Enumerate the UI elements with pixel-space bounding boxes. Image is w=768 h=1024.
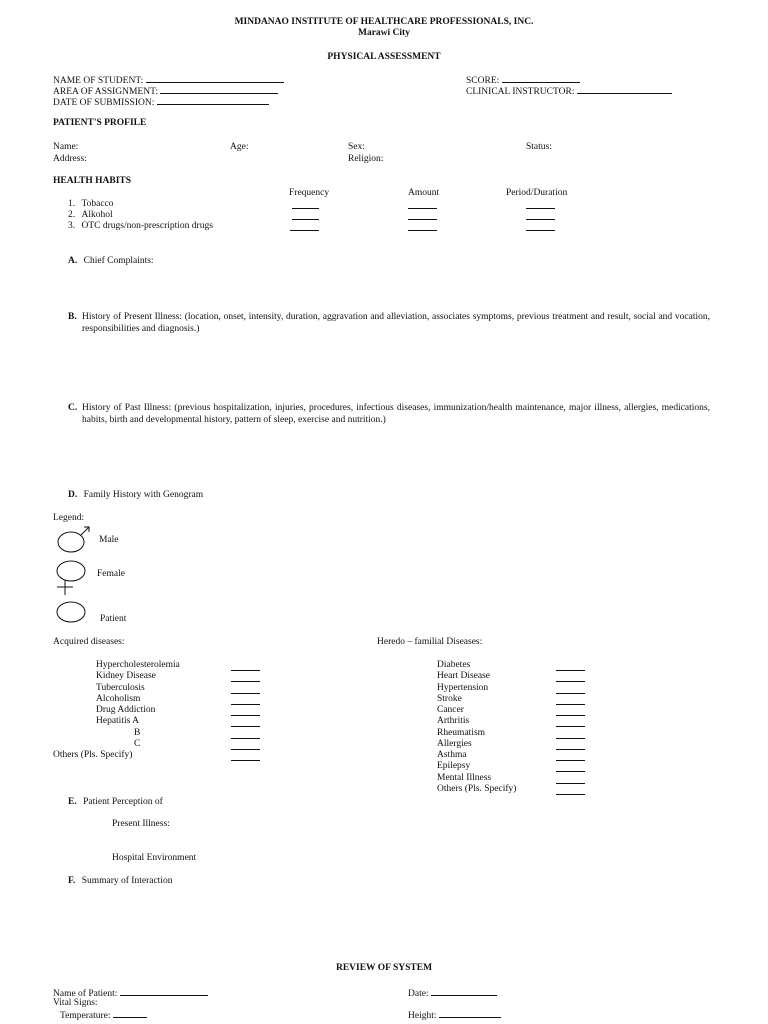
student-name-field[interactable] bbox=[146, 74, 284, 83]
review-date-field[interactable] bbox=[431, 987, 497, 996]
acquired-blank[interactable] bbox=[231, 738, 260, 739]
student-name-label: NAME OF STUDENT: bbox=[53, 76, 144, 86]
temperature-row bbox=[60, 1009, 147, 1021]
area-field[interactable] bbox=[160, 85, 278, 94]
heredo-item: Heart Disease bbox=[437, 671, 491, 681]
heredo-blank[interactable] bbox=[556, 715, 585, 716]
alkohol-frequency-blank[interactable] bbox=[292, 219, 319, 220]
legend-patient-label: Patient bbox=[100, 614, 127, 624]
past-illness-text: History of Past Illness: (previous hospitalization, injuries, procedures, infectious diseases, immunization/health maintenance, major illness, allergies, medications, habits, birth and developmental history, pattern of sleep, exercise and nutrition.) bbox=[82, 403, 710, 425]
acquired-item: C bbox=[134, 739, 141, 749]
patient-symbol-icon bbox=[55, 600, 91, 626]
heredo-item: Diabetes bbox=[437, 660, 471, 670]
hospital-environment-label: Hospital Environment bbox=[112, 853, 197, 863]
heredo-blank[interactable] bbox=[556, 749, 585, 750]
heredo-blank[interactable] bbox=[556, 794, 585, 795]
summary-interaction-label: Summary of Interaction bbox=[81, 876, 173, 886]
heredo-blank[interactable] bbox=[556, 783, 585, 784]
heredo-blank[interactable] bbox=[556, 760, 585, 761]
habit-item bbox=[68, 221, 213, 231]
area-label: AREA OF ASSIGNMENT: bbox=[53, 87, 159, 97]
heredo-blank[interactable] bbox=[556, 704, 585, 705]
habit-num: 2. bbox=[68, 210, 76, 220]
acquired-blank[interactable] bbox=[231, 704, 260, 705]
heredo-item: Epilepsy bbox=[437, 761, 471, 771]
heredo-item: Rheumatism bbox=[437, 728, 486, 738]
acquired-blank[interactable] bbox=[231, 726, 260, 727]
tobacco-duration-blank[interactable] bbox=[526, 208, 555, 209]
present-illness-text: History of Present Illness: (location, onset, intensity, duration, aggravation and alleviation, associates symptoms, previous treatment and result, social and vocation, responsibilities and diagnosis.) bbox=[82, 312, 710, 334]
present-illness-perception-label: Present Illness: bbox=[112, 819, 170, 829]
date-submission-label: DATE OF SUBMISSION: bbox=[53, 98, 155, 108]
otc-frequency-blank[interactable] bbox=[290, 230, 319, 231]
otc-amount-blank[interactable] bbox=[408, 230, 437, 231]
patient-address-label: Address: bbox=[53, 154, 87, 164]
acquired-item: Alcoholism bbox=[96, 694, 141, 704]
patient-perception-label: Patient Perception of bbox=[83, 797, 163, 807]
acquired-blank[interactable] bbox=[231, 760, 260, 761]
instructor-label: CLINICAL INSTRUCTOR: bbox=[466, 87, 575, 97]
institution-name: MINDANAO INSTITUTE OF HEALTHCARE PROFESSIONALS, INC. bbox=[234, 17, 534, 27]
legend-label: Legend: bbox=[53, 513, 85, 523]
review-name-label: Name of Patient: bbox=[53, 989, 118, 999]
col-duration: Period/Duration bbox=[506, 188, 568, 198]
col-amount: Amount bbox=[408, 188, 440, 198]
alkohol-duration-blank[interactable] bbox=[526, 219, 555, 220]
family-history-label: Family History with Genogram bbox=[83, 490, 204, 500]
heredo-blank[interactable] bbox=[556, 738, 585, 739]
acquired-blank[interactable] bbox=[231, 693, 260, 694]
instructor-row bbox=[466, 85, 672, 97]
section-f-letter: F. bbox=[68, 876, 76, 886]
section-e bbox=[68, 797, 163, 807]
section-e-letter: E. bbox=[68, 797, 77, 807]
date-row bbox=[53, 96, 269, 108]
female-symbol-icon bbox=[55, 560, 95, 596]
section-a bbox=[68, 256, 154, 266]
institution-city: Marawi City bbox=[358, 28, 410, 38]
heredo-blank[interactable] bbox=[556, 670, 585, 671]
patient-name-label: Name: bbox=[53, 142, 79, 152]
habit-item bbox=[68, 199, 114, 209]
legend-male-label: Male bbox=[99, 535, 119, 545]
vital-signs-label: Vital Signs: bbox=[53, 998, 98, 1008]
patient-religion-label: Religion: bbox=[348, 154, 384, 164]
score-label: SCORE: bbox=[466, 76, 500, 86]
patient-status-label: Status: bbox=[526, 142, 552, 152]
chief-complaints-label: Chief Complaints: bbox=[83, 256, 154, 266]
acquired-blank[interactable] bbox=[231, 749, 260, 750]
acquired-blank[interactable] bbox=[231, 670, 260, 671]
heredo-blank[interactable] bbox=[556, 726, 585, 727]
patient-age-label: Age: bbox=[230, 142, 249, 152]
temperature-field[interactable] bbox=[113, 1009, 147, 1018]
review-date-row bbox=[408, 987, 497, 999]
col-frequency: Frequency bbox=[289, 188, 330, 198]
heredo-item: Others (Pls. Specify) bbox=[437, 784, 517, 794]
habit-label: Tobacco bbox=[81, 199, 114, 209]
instructor-field[interactable] bbox=[577, 85, 672, 94]
habit-item bbox=[68, 210, 113, 220]
heredo-item: Arthritis bbox=[437, 716, 470, 726]
heredo-blank[interactable] bbox=[556, 771, 585, 772]
acquired-item: Kidney Disease bbox=[96, 671, 156, 681]
heredo-item: Allergies bbox=[437, 739, 472, 749]
acquired-heading: Acquired diseases: bbox=[53, 637, 125, 647]
section-d-letter: D. bbox=[68, 490, 78, 500]
review-heading: REVIEW OF SYSTEM bbox=[335, 963, 433, 973]
section-d bbox=[68, 490, 203, 500]
heredo-item: Asthma bbox=[437, 750, 467, 760]
tobacco-frequency-blank[interactable] bbox=[292, 208, 319, 209]
habit-num: 1. bbox=[68, 199, 76, 209]
otc-duration-blank[interactable] bbox=[526, 230, 555, 231]
alkohol-amount-blank[interactable] bbox=[408, 219, 437, 220]
habit-num: 3. bbox=[68, 221, 76, 231]
acquired-blank[interactable] bbox=[231, 681, 260, 682]
date-submission-field[interactable] bbox=[157, 96, 269, 105]
section-a-letter: A. bbox=[68, 256, 78, 266]
habit-label: OTC drugs/non-prescription drugs bbox=[81, 221, 213, 231]
review-date-label: Date: bbox=[408, 989, 429, 999]
acquired-item: B bbox=[134, 728, 141, 738]
habit-label: Alkohol bbox=[81, 210, 113, 220]
heredo-heading: Heredo – familial Diseases: bbox=[377, 637, 483, 647]
heredo-item: Stroke bbox=[437, 694, 462, 704]
height-field[interactable] bbox=[439, 1009, 501, 1018]
section-b-letter: B. bbox=[68, 312, 77, 322]
form-title: PHYSICAL ASSESSMENT bbox=[327, 52, 441, 62]
section-c-letter: C. bbox=[68, 403, 78, 413]
male-symbol-icon bbox=[55, 524, 95, 554]
heredo-item: Cancer bbox=[437, 705, 464, 715]
acquired-item: Drug Addiction bbox=[96, 705, 156, 715]
patient-profile-heading: PATIENT'S PROFILE bbox=[53, 118, 147, 128]
score-field[interactable] bbox=[502, 74, 580, 83]
acquired-item: Hepatitis A bbox=[96, 716, 140, 726]
heredo-item: Hypertension bbox=[437, 683, 489, 693]
review-name-field[interactable] bbox=[120, 987, 208, 996]
section-f bbox=[68, 876, 172, 886]
acquired-others: Others (Pls. Specify) bbox=[53, 750, 133, 760]
health-habits-heading: HEALTH HABITS bbox=[53, 176, 132, 186]
patient-sex-label: Sex: bbox=[348, 142, 365, 152]
temperature-label: Temperature: bbox=[60, 1011, 111, 1021]
tobacco-amount-blank[interactable] bbox=[408, 208, 437, 209]
acquired-blank[interactable] bbox=[231, 715, 260, 716]
height-label: Height: bbox=[408, 1011, 437, 1021]
heredo-blank[interactable] bbox=[556, 693, 585, 694]
legend-female-label: Female bbox=[97, 569, 125, 579]
acquired-item: Tuberculosis bbox=[96, 683, 145, 693]
height-row bbox=[408, 1009, 501, 1021]
heredo-blank[interactable] bbox=[556, 681, 585, 682]
acquired-item: Hypercholesterolemia bbox=[96, 660, 180, 670]
heredo-item: Mental Illness bbox=[437, 773, 492, 783]
